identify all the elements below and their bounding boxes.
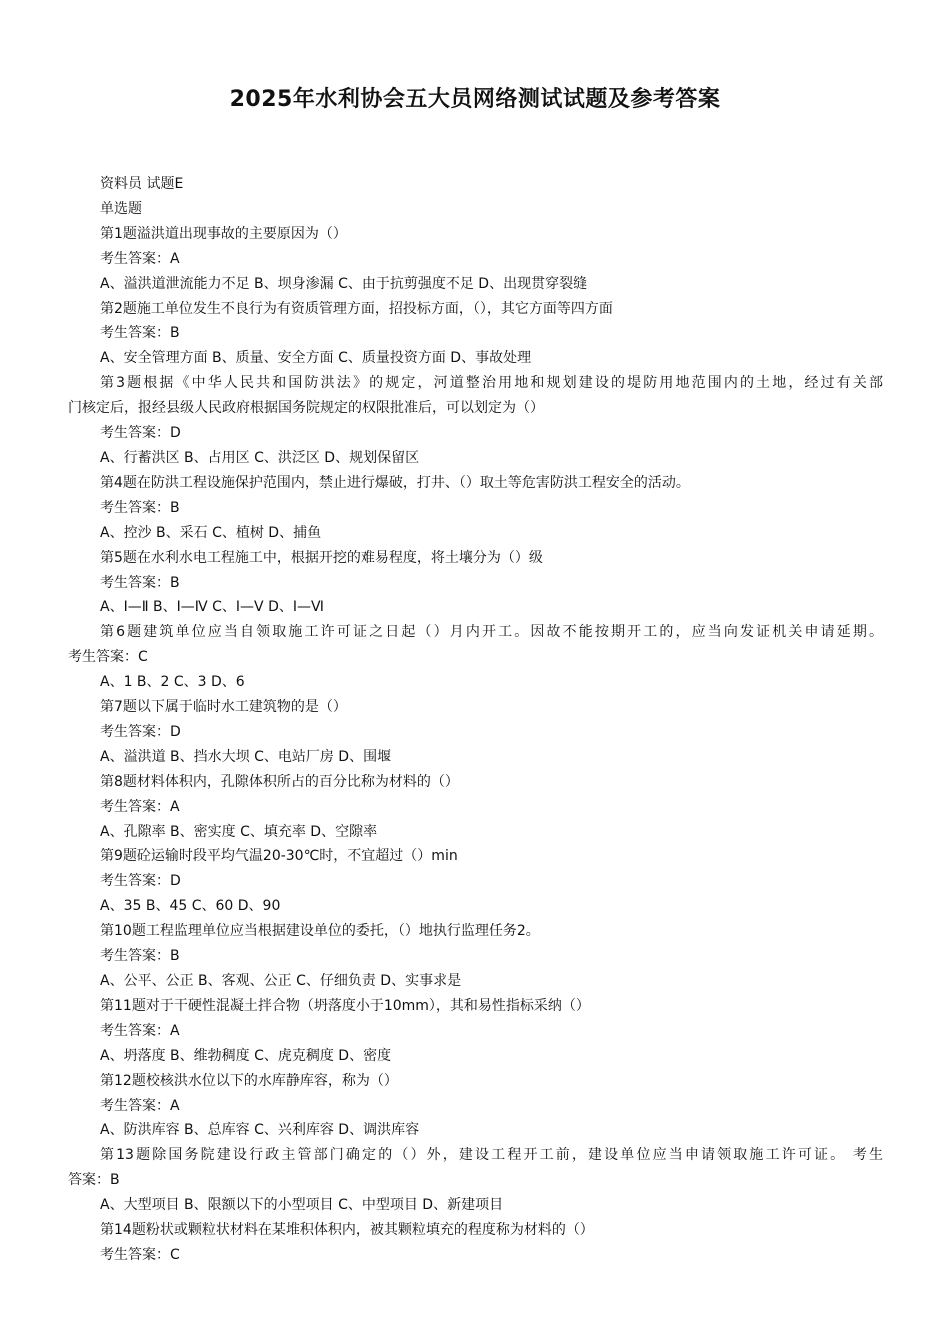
options-3: A、行蓄洪区 B、占用区 C、洪泛区 D、规划保留区 [100,449,420,466]
answer-5: 考生答案：B [100,574,180,591]
answer-9: 考生答案：D [100,873,181,890]
answer-4: 考生答案：B [100,499,180,516]
question-7: 第7题以下属于临时水工建筑物的是（） [100,699,347,716]
answer-10: 考生答案：B [100,948,180,965]
options-11: A、坍落度 B、维勃稠度 C、虎克稠度 D、密度 [100,1047,392,1064]
question-6: 第6题建筑单位应当自领取施工许可证之日起（）月内开工。因故不能按期开工的，应当向发证机关申请延期。 [100,624,883,641]
options-7: A、溢洪道 B、挡水大坝 C、电站厂房 D、围堰 [100,748,392,765]
answer-1: 考生答案：A [100,250,180,267]
answer-14: 考生答案：C [100,1246,180,1263]
document-title: 2025年水利协会五大员网络测试试题及参考答案 [229,87,721,112]
section-label: 资料员 试题E [100,176,184,192]
question-13: 第13题除国务院建设行政主管部门确定的（）外，建设工程开工前，建设单位应当申请领取施工许可证。 考生 [100,1147,883,1164]
options-12: A、防洪库容 B、总库容 C、兴利库容 D、调洪库容 [100,1122,420,1139]
options-8: A、孔隙率 B、密实度 C、填充率 D、空隙率 [100,823,378,840]
answer-2: 考生答案：B [100,325,180,342]
options-6: A、1 B、2 C、3 D、6 [100,674,245,691]
options-10: A、公平、公正 B、客观、公正 C、仔细负责 D、实事求是 [100,973,462,989]
options-2: A、安全管理方面 B、质量、安全方面 C、质量投资方面 D、事故处理 [100,350,532,367]
question-1: 第1题溢洪道出现事故的主要原因为（） [100,225,347,242]
options-9: A、35 B、45 C、60 D、90 [100,898,281,915]
question-8: 第8题材料体积内，孔隙体积所占的百分比称为材料的（） [100,773,459,790]
answer-12: 考生答案：A [100,1097,180,1114]
question-12: 第12题校核洪水位以下的水库静库容，称为（） [100,1072,398,1089]
options-13: A、大型项目 B、限额以下的小型项目 C、中型项目 D、新建项目 [100,1197,504,1214]
question-14: 第14题粉状或颗粒状材料在某堆积体积内，被其颗粒填充的程度称为材料的（） [100,1222,594,1239]
document-body [68,172,883,1268]
question-3: 第3题根据《中华人民共和国防洪法》的规定，河道整治用地和规划建设的堤防用地范围内的土地，经过有关部 [100,375,883,392]
answer-6: 考生答案：C [68,649,148,666]
answer-3: 考生答案：D [100,425,181,442]
answer-13: 答案：B [68,1172,120,1189]
answer-7: 考生答案：D [100,723,181,740]
question-5: 第5题在水利水电工程施工中，根据开挖的难易程度，将土壤分为（）级 [100,549,543,566]
question-11: 第11题对于干硬性混凝土拌合物（坍落度小于10mm），其和易性指标采纳（） [100,997,590,1014]
question-type-label: 单选题 [100,200,142,217]
options-1: A、溢洪道泄流能力不足 B、坝身渗漏 C、由于抗剪强度不足 D、出现贯穿裂缝 [100,275,588,292]
options-4: A、控沙 B、采石 C、植树 D、捕鱼 [100,524,322,541]
question-3-continued: 门核定后，报经县级人民政府根据国务院规定的权限批准后，可以划定为（） [68,400,544,417]
question-2: 第2题施工单位发生不良行为有资质管理方面，招投标方面，（），其它方面等四方面 [100,300,613,317]
answer-8: 考生答案：A [100,798,180,815]
question-10: 第10题工程监理单位应当根据建设单位的委托，（）地执行监理任务2。 [100,923,540,940]
options-5: A、Ⅰ—Ⅱ B、Ⅰ—Ⅳ C、Ⅰ—Ⅴ D、Ⅰ—Ⅵ [100,599,324,616]
question-9: 第9题砼运输时段平均气温20-30℃时，不宜超过（）min [100,848,458,865]
question-4: 第4题在防洪工程设施保护范围内，禁止进行爆破，打井、（）取土等危害防洪工程安全的活动。 [100,474,690,491]
answer-11: 考生答案：A [100,1022,180,1039]
